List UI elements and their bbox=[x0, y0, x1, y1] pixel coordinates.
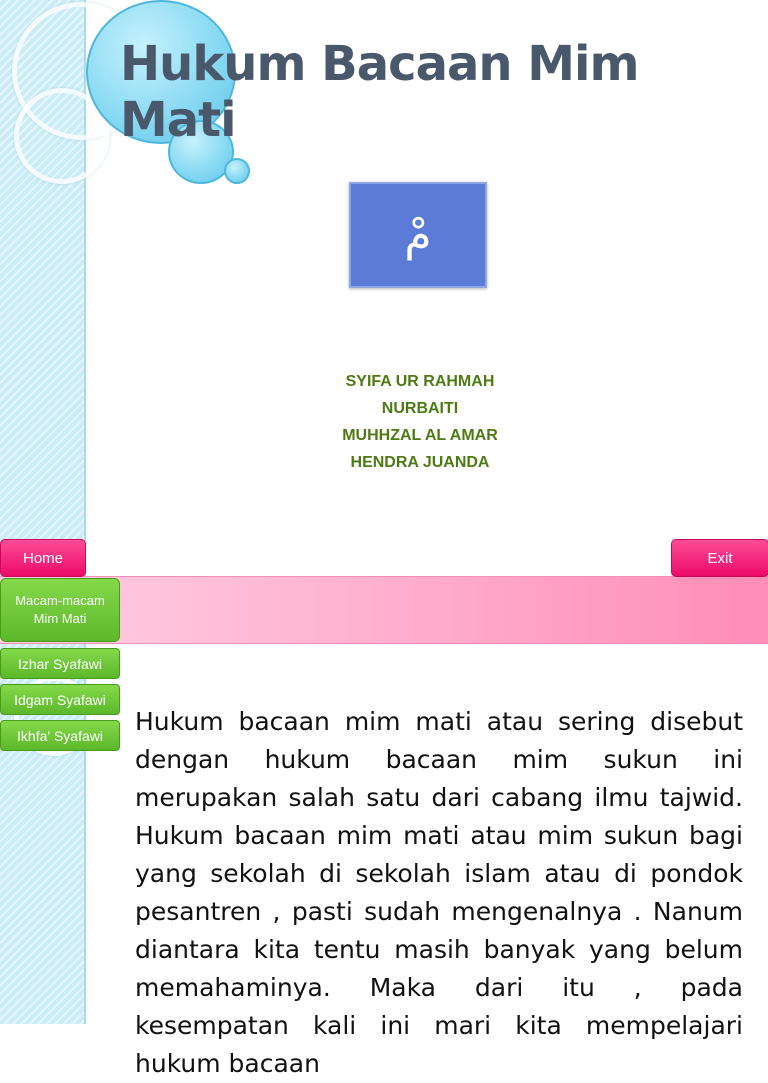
decorative-bubble-small bbox=[224, 158, 250, 184]
page-title: Hukum Bacaan Mim Mati bbox=[120, 36, 639, 148]
author-name: MUHHZAL AL AMAR bbox=[342, 427, 498, 444]
author-name: SYIFA UR RAHMAH bbox=[345, 373, 495, 390]
izhar-syafawi-button[interactable]: Izhar Syafawi bbox=[0, 648, 120, 679]
mim-sukun-glyph: مْ bbox=[404, 209, 432, 261]
macam-button-label: Macam-macam Mim Mati bbox=[15, 593, 105, 626]
description-paragraph: Hukum bacaan mim mati atau sering disebut dengan hukum bacaan mim sukun ini merupakan salah satu dari cabang ilmu tajwid. Hukum bacaan mim mati atau mim sukun bagi yang sekolah di sekolah islam atau di pondok pesantren , pasti sudah mengenalnya . Nanum diantara kita tentu masih banyak yang belum memahaminya. Maka dari itu , pada kesempatan kali ini mari kita mempelajari hukum bacaan bbox=[135, 707, 743, 1078]
author-list bbox=[270, 368, 570, 476]
ikhfa-syafawi-button[interactable]: Ikhfa' Syafawi bbox=[0, 720, 120, 751]
exit-button[interactable]: Exit bbox=[671, 539, 768, 577]
home-button[interactable]: Home bbox=[0, 539, 86, 577]
author-name: NURBAITI bbox=[381, 400, 459, 417]
macam-macam-mim-mati-button[interactable] bbox=[0, 578, 120, 642]
author-name: HENDRA JUANDA bbox=[350, 454, 490, 471]
mim-sukun-image bbox=[349, 182, 487, 288]
idgam-syafawi-button[interactable]: Idgam Syafawi bbox=[0, 684, 120, 715]
